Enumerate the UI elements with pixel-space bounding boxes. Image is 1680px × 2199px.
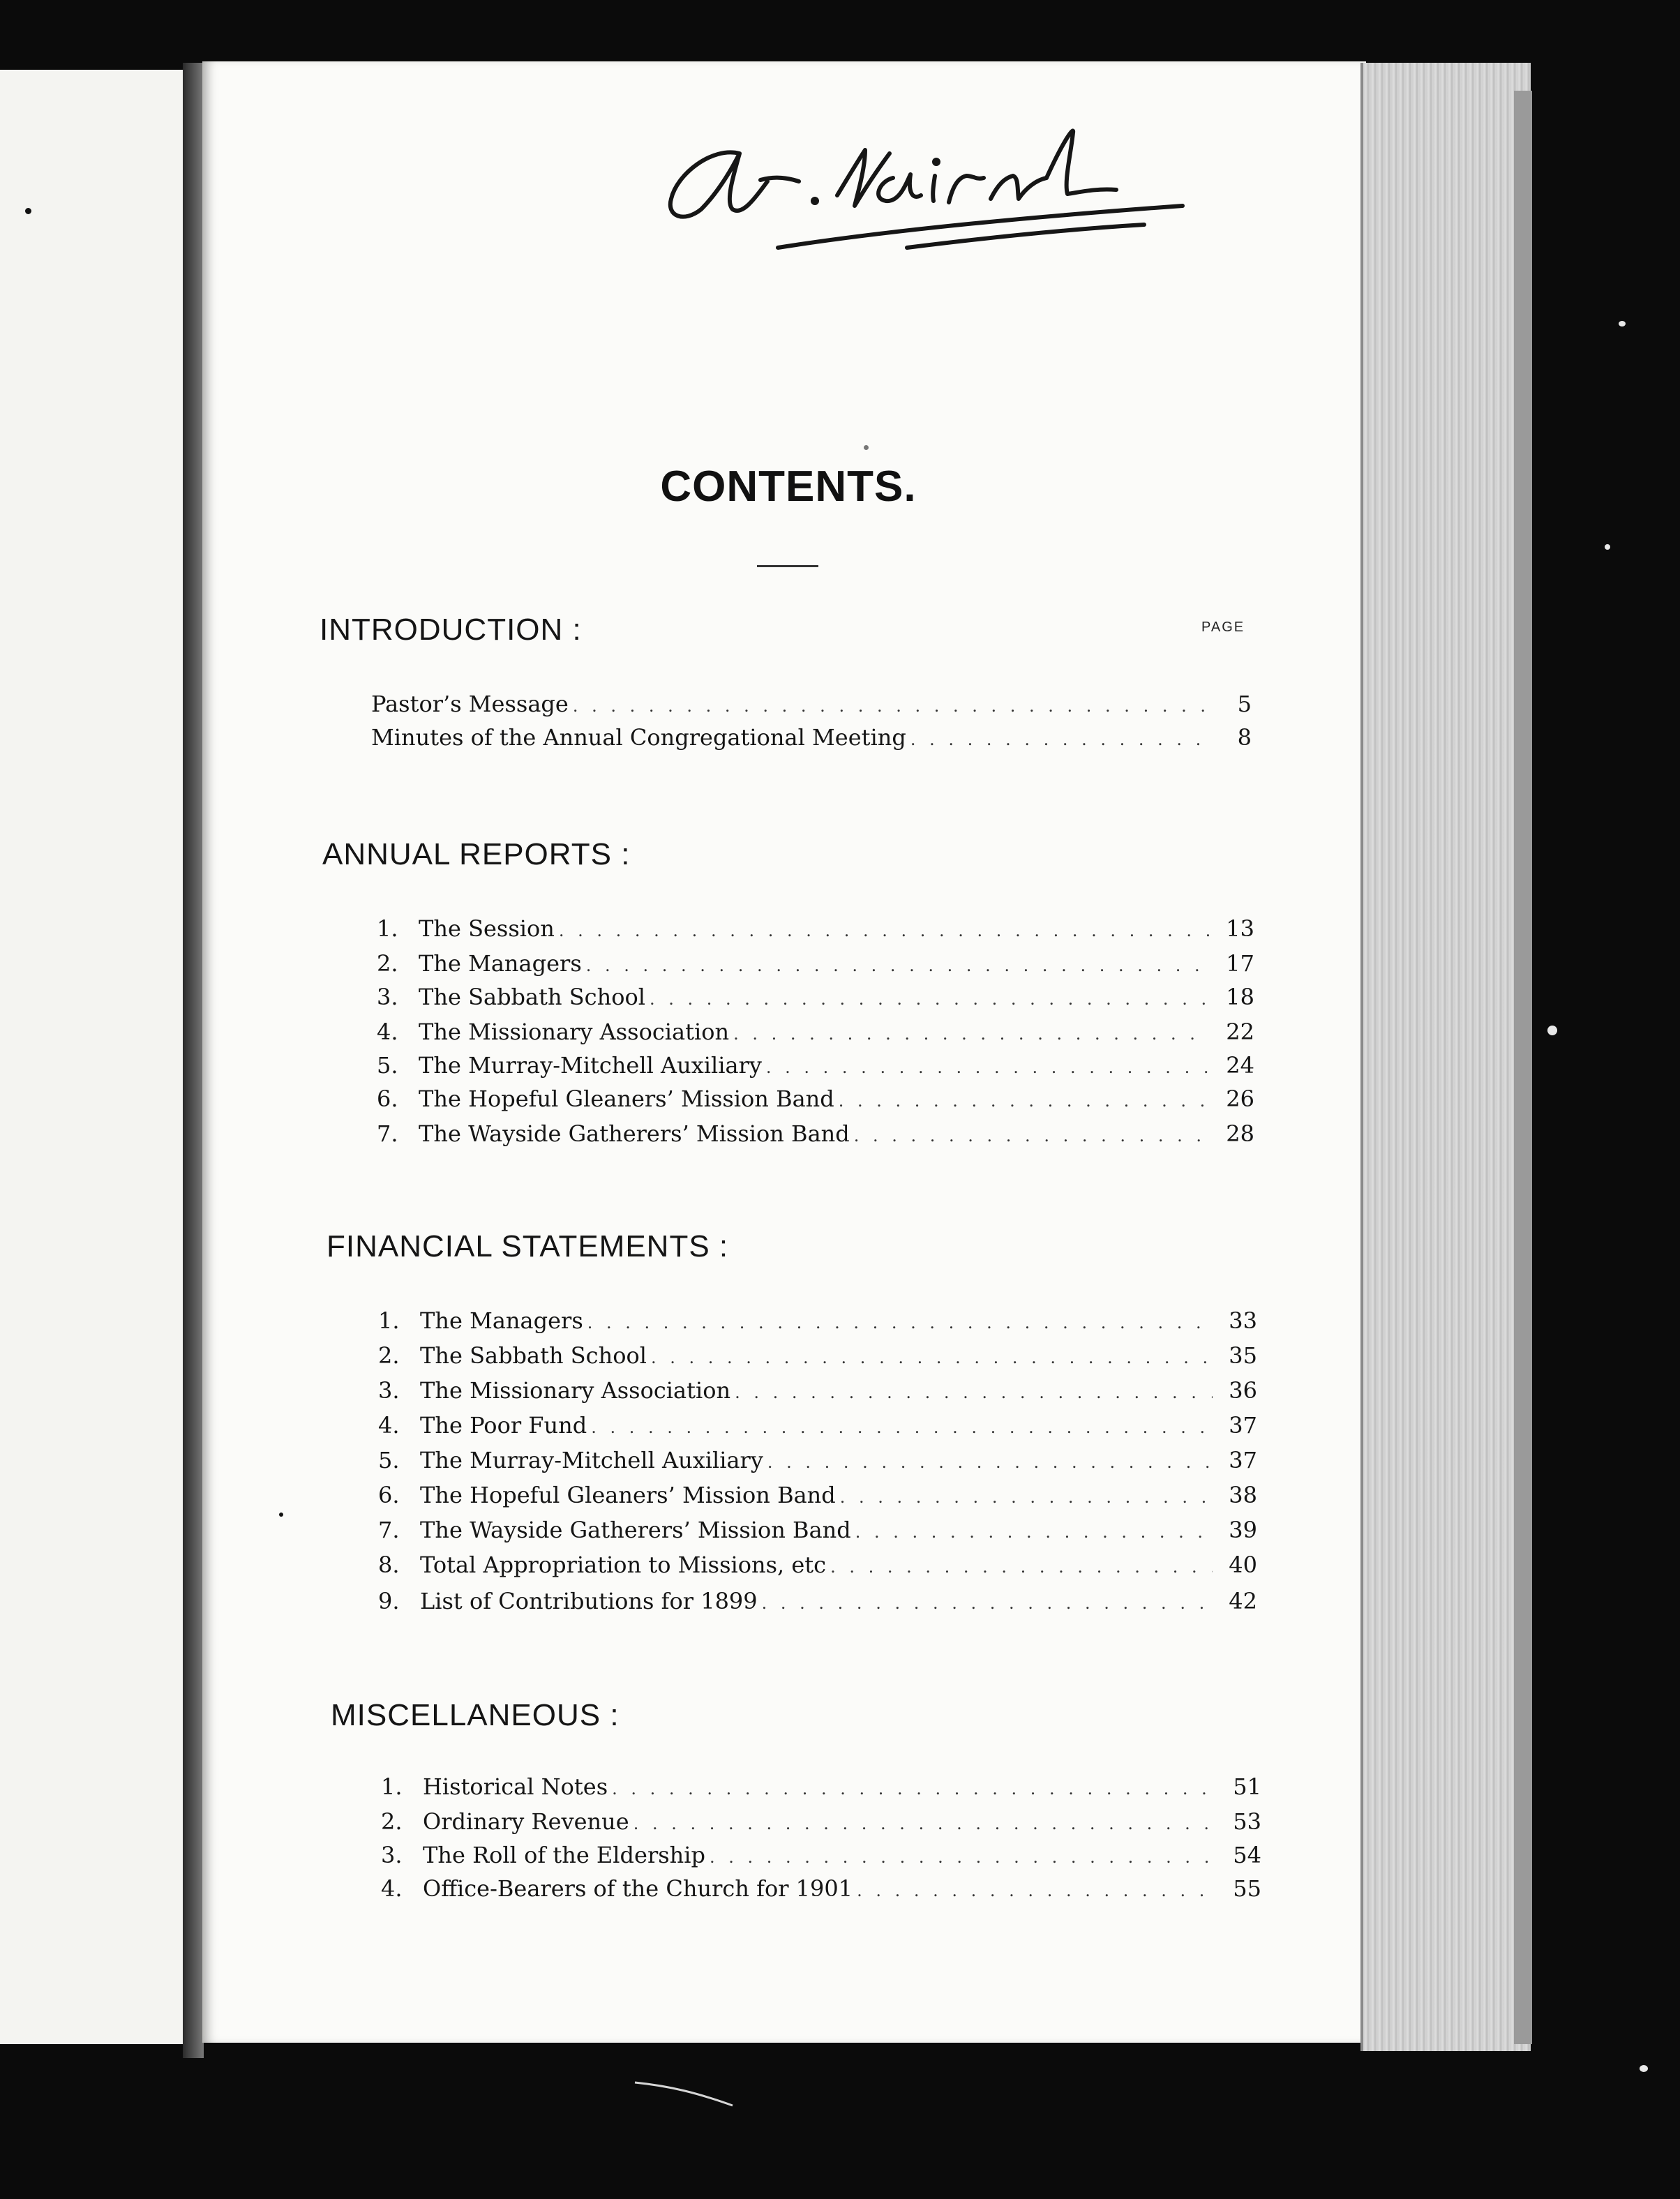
entry-page: 38 <box>1229 1482 1257 1508</box>
entry-label: Office-Bearers of the Church for 1901 <box>423 1875 853 1902</box>
leader-dots <box>573 696 1207 716</box>
cover-edge <box>1514 91 1532 2044</box>
entry-label: The Hopeful Gleaners’ Mission Band <box>419 1086 834 1112</box>
toc-entry <box>381 1875 1261 1909</box>
leader-dots <box>840 1487 1213 1507</box>
toc-entry <box>377 1019 1254 1052</box>
entry-page: 54 <box>1233 1842 1261 1868</box>
entry-number: 3. <box>378 1377 400 1404</box>
dust-speck <box>1605 544 1610 550</box>
leader-dots <box>830 1557 1213 1577</box>
entry-page: 33 <box>1229 1307 1257 1334</box>
toc-entry <box>378 1588 1257 1621</box>
toc-entry <box>377 1120 1254 1154</box>
entry-number: 4. <box>381 1875 403 1902</box>
leader-dots <box>586 956 1210 975</box>
dust-speck <box>25 208 31 214</box>
title-rule <box>757 565 818 567</box>
entry-label: The Missionary Association <box>420 1377 731 1404</box>
entry-page: 51 <box>1233 1773 1261 1800</box>
entry-page: 55 <box>1233 1875 1261 1902</box>
entry-number: 6. <box>378 1482 400 1508</box>
entry-page: 26 <box>1226 1086 1254 1112</box>
dust-speck <box>279 1513 283 1517</box>
section-heading-financial-statements: FINANCIAL STATEMENTS : <box>327 1229 729 1263</box>
entry-number: 5. <box>377 1052 398 1079</box>
fiber-scratch <box>628 2072 753 2114</box>
toc-entry <box>378 1412 1257 1446</box>
dust-speck <box>1547 1026 1557 1035</box>
section-heading-introduction: INTRODUCTION : <box>320 613 582 647</box>
leader-dots <box>591 1418 1213 1437</box>
leader-dots <box>587 1313 1213 1333</box>
handwritten-signature <box>656 112 1200 272</box>
toc-entry <box>378 1552 1257 1585</box>
entry-page: 18 <box>1226 984 1254 1010</box>
page-edges <box>1360 63 1531 2051</box>
entry-number: 3. <box>381 1842 403 1868</box>
leader-dots <box>733 1024 1210 1044</box>
entry-label: The Murray-Mitchell Auxiliary <box>419 1052 762 1079</box>
toc-entry <box>377 950 1254 984</box>
section-heading-miscellaneous: MISCELLANEOUS : <box>331 1698 620 1732</box>
leader-dots <box>839 1091 1210 1111</box>
entry-label: The Managers <box>419 950 582 977</box>
dust-speck <box>1640 2065 1648 2072</box>
toc-entry <box>377 1052 1254 1086</box>
entry-label: The Wayside Gatherers’ Mission Band <box>419 1120 850 1147</box>
entry-page: 37 <box>1229 1412 1257 1439</box>
leader-dots <box>650 989 1210 1009</box>
toc-entry <box>371 724 1252 758</box>
leader-dots <box>710 1847 1217 1867</box>
leader-dots <box>735 1383 1213 1402</box>
toc-entry <box>378 1447 1257 1480</box>
entry-label: Minutes of the Annual Congregational Meeting <box>371 724 906 751</box>
entry-label: The Murray-Mitchell Auxiliary <box>420 1447 763 1473</box>
leader-dots <box>766 1058 1210 1077</box>
leader-dots <box>910 730 1207 749</box>
leader-dots <box>651 1348 1213 1367</box>
entry-page: 28 <box>1226 1120 1254 1147</box>
toc-entry <box>377 915 1254 949</box>
entry-number: 6. <box>377 1086 398 1112</box>
toc-entry <box>371 691 1252 724</box>
entry-page: 35 <box>1229 1342 1257 1369</box>
entry-page: 53 <box>1233 1808 1261 1835</box>
page-title: CONTENTS. <box>660 463 917 511</box>
leader-dots <box>633 1814 1217 1833</box>
entry-number: 3. <box>377 984 398 1010</box>
entry-number: 7. <box>377 1120 398 1147</box>
entry-page: 42 <box>1229 1588 1257 1614</box>
entry-number: 5. <box>378 1447 400 1473</box>
leader-dots <box>855 1522 1213 1542</box>
toc-entry <box>378 1307 1257 1341</box>
entry-label: The Poor Fund <box>420 1412 587 1439</box>
entry-label: Pastor’s Message <box>371 691 569 717</box>
entry-page: 5 <box>1237 691 1252 717</box>
entry-number: 8. <box>378 1552 400 1578</box>
entry-number: 2. <box>381 1808 403 1835</box>
entry-number: 4. <box>378 1412 400 1439</box>
dust-speck <box>1619 321 1626 327</box>
book-gutter <box>183 63 204 2058</box>
entry-number: 2. <box>378 1342 400 1369</box>
entry-label: The Sabbath School <box>419 984 645 1010</box>
entry-number: 2. <box>377 950 398 977</box>
leader-dots <box>559 921 1210 940</box>
entry-number: 1. <box>381 1773 403 1800</box>
toc-entry <box>378 1517 1257 1550</box>
left-page <box>0 70 190 2044</box>
page-column-label: PAGE <box>1201 620 1245 635</box>
leader-dots <box>854 1126 1210 1146</box>
entry-label: The Managers <box>420 1307 583 1334</box>
entry-number: 1. <box>378 1307 400 1334</box>
toc-entry <box>381 1842 1261 1875</box>
toc-entry <box>377 984 1254 1017</box>
entry-page: 39 <box>1229 1517 1257 1543</box>
entry-label: The Missionary Association <box>419 1019 730 1045</box>
leader-dots <box>612 1779 1217 1799</box>
entry-page: 37 <box>1229 1447 1257 1473</box>
leader-dots <box>767 1453 1213 1472</box>
entry-page: 24 <box>1226 1052 1254 1079</box>
toc-entry <box>378 1342 1257 1376</box>
entry-page: 36 <box>1229 1377 1257 1404</box>
toc-entry <box>377 1086 1254 1119</box>
entry-number: 9. <box>378 1588 400 1614</box>
toc-entry <box>381 1808 1261 1842</box>
toc-entry <box>378 1482 1257 1515</box>
entry-label: Total Appropriation to Missions, etc <box>420 1552 827 1578</box>
entry-label: The Sabbath School <box>420 1342 647 1369</box>
entry-label: The Hopeful Gleaners’ Mission Band <box>420 1482 836 1508</box>
toc-entry <box>378 1377 1257 1411</box>
entry-page: 13 <box>1226 915 1254 942</box>
entry-number: 4. <box>377 1019 398 1045</box>
entry-page: 40 <box>1229 1552 1257 1578</box>
entry-label: The Roll of the Eldership <box>423 1842 705 1868</box>
entry-number: 1. <box>377 915 398 942</box>
dust-speck <box>864 445 869 450</box>
leader-dots <box>762 1593 1213 1613</box>
leader-dots <box>857 1881 1217 1900</box>
entry-page: 17 <box>1226 950 1254 977</box>
entry-page: 8 <box>1237 724 1252 751</box>
entry-page: 22 <box>1226 1019 1254 1045</box>
entry-label: List of Contributions for 1899 <box>420 1588 758 1614</box>
entry-number: 7. <box>378 1517 400 1543</box>
entry-label: Ordinary Revenue <box>423 1808 629 1835</box>
toc-entry <box>381 1773 1261 1807</box>
section-heading-annual-reports: ANNUAL REPORTS : <box>322 837 631 871</box>
entry-label: The Session <box>419 915 555 942</box>
entry-label: The Wayside Gatherers’ Mission Band <box>420 1517 851 1543</box>
entry-label: Historical Notes <box>423 1773 608 1800</box>
